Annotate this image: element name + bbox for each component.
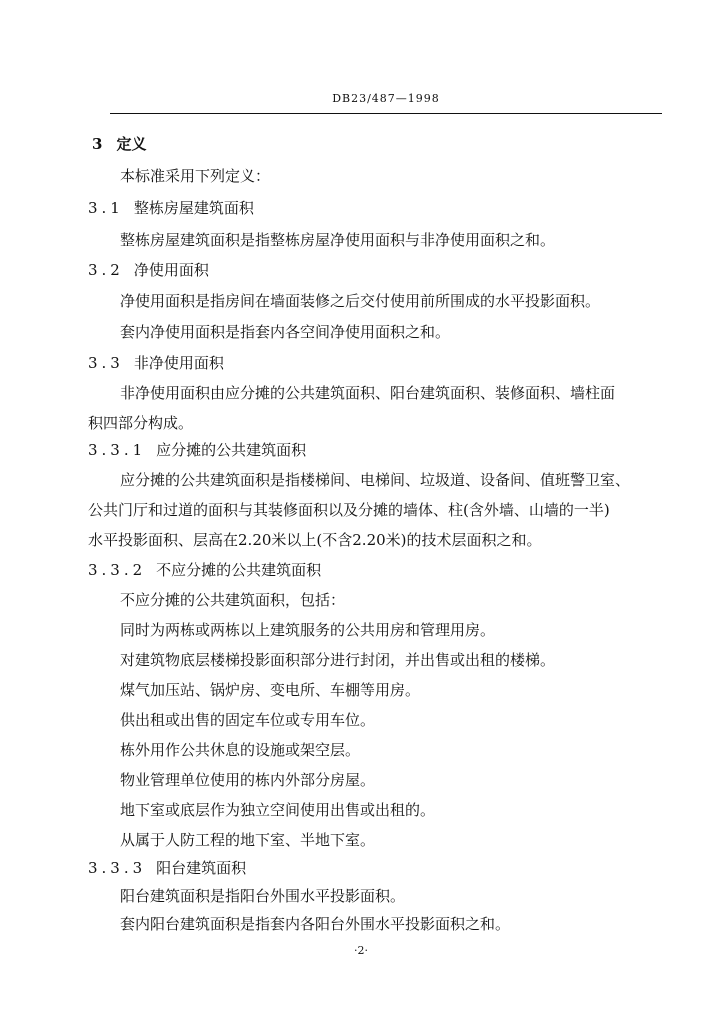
section-number: 3.1	[88, 199, 124, 217]
list-item: 煤气加压站、锅炉房、变电所、车棚等用房。	[120, 681, 421, 699]
section-number: 3.3.3	[88, 859, 147, 877]
subsection-heading	[88, 560, 321, 580]
paragraph-line: 整栋房屋建筑面积是指整栋房屋净使用面积与非净使用面积之和。	[120, 231, 556, 249]
subsection-heading	[88, 858, 246, 878]
section-title: 应分摊的公共建筑面积	[156, 441, 307, 459]
paragraph-line: 本标准采用下列定义：	[120, 167, 271, 185]
paragraph-line: 套内阳台建筑面积是指套内各阳台外围水平投影面积之和。	[120, 915, 511, 933]
section-number: 3.2	[88, 261, 124, 279]
subsection-heading	[88, 260, 209, 280]
section-heading	[92, 134, 146, 154]
section-title: 不应分摊的公共建筑面积	[156, 561, 322, 579]
section-title: 非净使用面积	[133, 354, 224, 372]
paragraph-line: 阳台建筑面积是指阳台外围水平投影面积。	[120, 887, 406, 905]
section-number: 3.3.1	[88, 441, 147, 459]
section-title: 定义	[116, 135, 147, 153]
list-item: 同时为两栋或两栋以上建筑服务的公共用房和管理用房。	[120, 621, 496, 639]
section-number: 3	[92, 135, 107, 153]
subsection-heading	[88, 198, 254, 218]
header-rule	[110, 113, 662, 114]
paragraph-line: 水平投影面积、层高在2.20米以上(不含2.20米)的技术层面积之和。	[88, 531, 542, 549]
section-number: 3.3	[88, 354, 124, 372]
list-item: 从属于人防工程的地下室、半地下室。	[120, 831, 376, 849]
document-code-header: DB23/487—1998	[332, 92, 440, 105]
paragraph-line: 应分摊的公共建筑面积是指楼梯间、电梯间、垃圾道、设备间、值班警卫室、	[120, 471, 631, 489]
section-title: 整栋房屋建筑面积	[133, 199, 254, 217]
section-number: 3.3.2	[88, 561, 147, 579]
paragraph-line: 净使用面积是指房间在墙面装修之后交付使用前所围成的水平投影面积。	[120, 292, 601, 310]
subsection-heading	[88, 353, 224, 373]
subsection-heading	[88, 440, 306, 460]
paragraph-line: 非净使用面积由应分摊的公共建筑面积、阳台建筑面积、装修面积、墙柱面	[120, 384, 616, 402]
list-item: 栋外用作公共休息的设施或架空层。	[120, 741, 361, 759]
paragraph-line: 公共门厅和过道的面积与其装修面积以及分摊的墙体、柱(含外墙、山墙的一半)	[88, 501, 610, 519]
paragraph-line: 不应分摊的公共建筑面积，包括：	[120, 591, 346, 609]
list-item: 地下室或底层作为独立空间使用出售或出租的。	[120, 801, 436, 819]
page-number: ·2·	[354, 944, 368, 957]
list-item: 物业管理单位使用的栋内外部分房屋。	[120, 771, 376, 789]
section-title: 阳台建筑面积	[156, 859, 247, 877]
paragraph-line: 套内净使用面积是指套内各空间净使用面积之和。	[120, 323, 451, 341]
list-item: 供出租或出售的固定车位或专用车位。	[120, 711, 376, 729]
section-title: 净使用面积	[133, 261, 209, 279]
list-item: 对建筑物底层楼梯投影面积部分进行封闭，并出售或出租的楼梯。	[120, 651, 556, 669]
paragraph-line: 积四部分构成。	[88, 414, 194, 432]
